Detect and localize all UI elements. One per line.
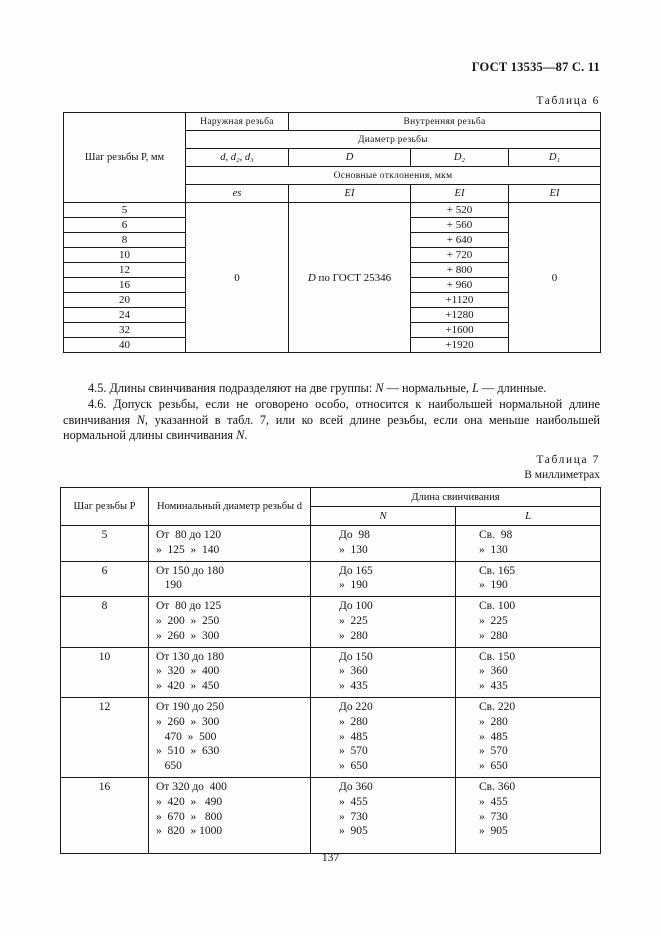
table7-length-l-cell (456, 597, 601, 647)
table6-step-cell: 10 (64, 248, 186, 263)
table7-line: От 80 до 120 (156, 529, 222, 541)
table7-line: До 360 (339, 780, 373, 793)
table6-step-cell: 12 (64, 263, 186, 278)
table7-length-n-cell (311, 561, 456, 597)
table7-group-row (61, 561, 601, 597)
table6-diameter-header: Диаметр резьбы (186, 131, 601, 149)
table7-group-row (61, 697, 601, 777)
table6-step-cell: 20 (64, 293, 186, 308)
table6-D2-deviation-cell: +1920 (411, 338, 509, 353)
table6-es-deviation-cell: 0 (186, 203, 289, 353)
table6-D-header: D (289, 149, 411, 167)
table7-diameter-cell (149, 597, 311, 647)
table7-group-row (61, 777, 601, 853)
table7-group-row (61, 647, 601, 697)
table7-length-n-cell (311, 697, 456, 777)
table7-length-l-cell (456, 777, 601, 853)
table7-line: » 650 (339, 760, 368, 773)
table7-diameter-cell (149, 697, 311, 777)
table7-line: » 130 (339, 543, 368, 556)
table6-step-cell: 5 (64, 203, 186, 218)
table7-line: » 360 (339, 665, 368, 678)
table7-line: До 150 (339, 650, 373, 663)
table6-internal-thread-header: Внутренняя резьба (289, 113, 601, 131)
table6-step-cell: 8 (64, 233, 186, 248)
table6-d-cols-header: d, d₂, d₃ (186, 149, 289, 167)
table7-line: Св. 98 (479, 529, 513, 541)
table7-line: От 320 до 400 (156, 780, 227, 793)
table6-D2-deviation-cell: +1120 (411, 293, 509, 308)
table7-line: » 260 » 300 (156, 629, 220, 642)
table6-D2-deviation-cell: + 520 (411, 203, 509, 218)
table7-line: Св. 220 (479, 700, 516, 713)
table7-line: До 100 (339, 600, 373, 613)
table7-line: » 455 (339, 795, 368, 808)
table7-line: » 420 » 450 (156, 680, 220, 693)
table6-D2-deviation-cell: + 640 (411, 233, 509, 248)
table7-line: » 570 (479, 745, 508, 758)
table7-line: » 320 » 400 (156, 665, 220, 678)
table6-EI-header: EI (411, 185, 509, 203)
table7-diameter-cell (149, 561, 311, 597)
table7-step-cell: 5 (61, 526, 149, 562)
table7-line: От 80 до 125 (156, 600, 222, 613)
table7-line: От 130 до 180 (156, 650, 225, 663)
table7-length-n-cell (311, 777, 456, 853)
table7-N-header: N (311, 507, 456, 526)
table7-line: » 905 (339, 825, 368, 838)
table7-line: От 190 до 250 (156, 700, 225, 713)
table7-line: » 570 (339, 745, 368, 758)
table6-D1-deviation-cell: 0 (509, 203, 601, 353)
table6-EI-header: EI (289, 185, 411, 203)
table7 (60, 487, 601, 854)
table7-diameter-cell (149, 647, 311, 697)
table7-line: До 220 (339, 700, 373, 713)
table7-line: » 360 (479, 665, 508, 678)
table7-step-cell: 12 (61, 697, 149, 777)
table6-step-cell: 32 (64, 323, 186, 338)
table7-length-n-cell (311, 597, 456, 647)
table7-diameter-cell (149, 526, 311, 562)
table7-line: » 420 » 490 (156, 795, 223, 808)
table6-data-row (64, 203, 601, 218)
table6-D2-deviation-cell: + 720 (411, 248, 509, 263)
table6-D2-deviation-cell: + 800 (411, 263, 509, 278)
table7-line: » 730 (339, 810, 368, 823)
table7-group-row (61, 597, 601, 647)
table6-D2-header: D₂ (411, 149, 509, 167)
table7-line: » 485 (339, 730, 368, 743)
paragraph-4-5: 4.5. Длины свинчивания подразделяют на две группы: N — нормальные, L — длинные. (88, 381, 547, 395)
body-text (63, 381, 600, 444)
table7-line: Св. 150 (479, 650, 516, 663)
table6-D-deviation-cell: D по ГОСТ 25346 (289, 203, 411, 353)
table7-line: » 280 (339, 629, 368, 642)
page-number: 137 (321, 852, 340, 864)
table7-line: » 730 (479, 810, 508, 823)
table7-step-cell: 6 (61, 561, 149, 597)
table7-line: » 455 (479, 795, 508, 808)
table7-line: » 905 (479, 825, 508, 838)
table7-line: » 435 (339, 680, 368, 693)
table7-line: » 190 (479, 579, 508, 592)
table7-line: 190 (156, 579, 182, 592)
table7-diameter-cell (149, 777, 311, 853)
table6-D2-deviation-cell: +1280 (411, 308, 509, 323)
table7-line: » 510 » 630 (156, 745, 220, 758)
table7-line: » 125 » 140 (156, 543, 220, 556)
table6-step-header: Шаг резьбы Р, мм (64, 113, 186, 203)
table7-line: » 225 (479, 614, 508, 627)
table6-D2-deviation-cell: + 560 (411, 218, 509, 233)
table7-L-header: L (456, 507, 601, 526)
table6-external-thread-header: Наружная резьба (186, 113, 289, 131)
table7-line: » 200 » 250 (156, 614, 220, 627)
table7-line: » 650 (479, 760, 508, 773)
table7-length-l-cell (456, 526, 601, 562)
paragraph-4-6: 4.6. Допуск резьбы, если не оговорено особо, относится к наибольшей нормальной длине свинчивания N, указанной в табл. 7, или ко всей длине резьбы, если она меньше наибольшей нормальной длины свинчивания N. (63, 396, 600, 443)
table6-header-row-1 (64, 113, 601, 131)
table7-line: До 98 (339, 529, 370, 541)
table7-length-n-cell (311, 647, 456, 697)
table7-step-cell: 10 (61, 647, 149, 697)
table7-step-cell: 16 (61, 777, 149, 853)
table7-line: » 130 (479, 543, 508, 556)
table7-line: » 820 » 1000 (156, 825, 223, 838)
table6-step-cell: 24 (64, 308, 186, 323)
table7-step-header: Шаг резьбы Р (61, 488, 149, 526)
table6-step-cell: 16 (64, 278, 186, 293)
table7-label: Таблица 7 (536, 454, 600, 466)
table7-group-row (61, 526, 601, 562)
table7-step-cell: 8 (61, 597, 149, 647)
table7-line: » 670 » 800 (156, 810, 223, 823)
table7-line: От 150 до 180 (156, 564, 225, 577)
table7-line: » 485 (479, 730, 508, 743)
table6-D2-deviation-cell: + 960 (411, 278, 509, 293)
table7-line: Св. 100 (479, 600, 516, 613)
table7-header-row-1 (61, 488, 601, 507)
table7-line: » 190 (339, 579, 368, 592)
table6-deviations-header: Основные отклонения, мкм (186, 167, 601, 185)
table6-EI-header: EI (509, 185, 601, 203)
table7-length-l-cell (456, 561, 601, 597)
table7-diameter-header: Номинальный диаметр резьбы d (149, 488, 311, 526)
table7-line: Св. 165 (479, 564, 516, 577)
table7-line: Св. 360 (479, 780, 516, 793)
table7-line: » 435 (479, 680, 508, 693)
table6-step-cell: 40 (64, 338, 186, 353)
table7-line: » 280 (479, 629, 508, 642)
table7-length-l-cell (456, 697, 601, 777)
table7-line: 470 » 500 (156, 730, 217, 743)
table6-step-cell: 6 (64, 218, 186, 233)
table7-line: До 165 (339, 564, 373, 577)
table6-es-header: es (186, 185, 289, 203)
table7-length-n-cell (311, 526, 456, 562)
table6-D2-deviation-cell: +1600 (411, 323, 509, 338)
table7-line: » 225 (339, 614, 368, 627)
document-header: ГОСТ 13535—87 С. 11 (471, 60, 600, 74)
table7-length-header: Длина свинчивания (311, 488, 601, 507)
table6 (63, 112, 601, 353)
table7-line: » 260 » 300 (156, 715, 220, 728)
table7-line: 650 (156, 760, 182, 773)
table7-line: » 280 (339, 715, 368, 728)
table6-label: Таблица 6 (536, 95, 600, 107)
table6-D1-header: D₁ (509, 149, 601, 167)
table7-units-note: В миллиметрах (524, 469, 600, 481)
table7-line: » 280 (479, 715, 508, 728)
table7-length-l-cell (456, 647, 601, 697)
